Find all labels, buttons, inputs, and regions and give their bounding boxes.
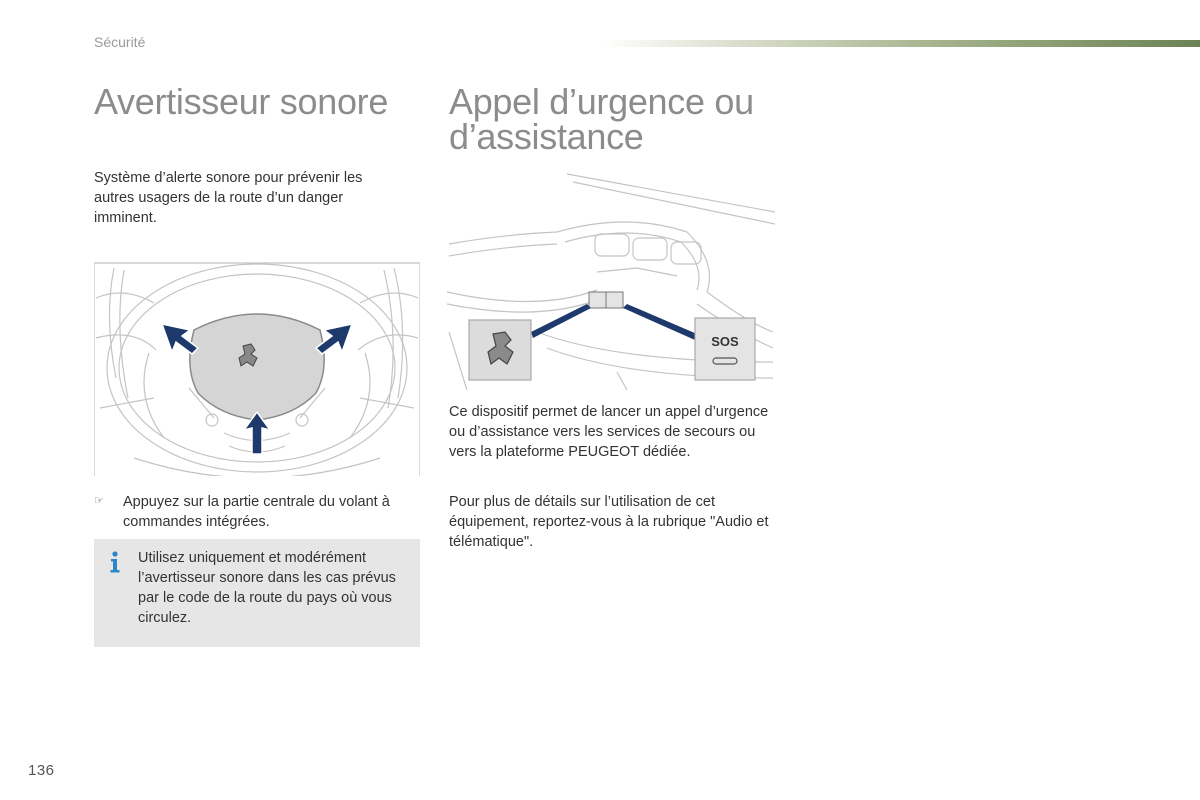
emergency-call-title-line1: Appel d’urgence ou xyxy=(449,81,754,122)
steering-wheel-illustration xyxy=(94,258,420,476)
info-text: Utilisez uniquement et modérément l’avertisseur sonore dans les cas prévus par le code de la route du pays où vous circulez. xyxy=(138,550,396,626)
section-label: Sécurité xyxy=(94,34,146,50)
sos-button-label: SOS xyxy=(711,334,739,349)
pointing-hand-icon: ☞ xyxy=(94,495,104,507)
info-icon xyxy=(108,551,122,573)
emergency-call-title xyxy=(449,81,754,157)
horn-intro-text: Système d’alerte sonore pour prévenir les autres usagers de la route d’un danger imminent. xyxy=(94,170,363,226)
emergency-call-description: Ce dispositif permet de lancer un appel d’urgence ou d’assistance vers les services de secours ou vers la plateforme PEUGEOT dédiée. xyxy=(449,404,769,460)
header-decor-bar xyxy=(600,40,1200,47)
ceiling-console-illustration xyxy=(447,172,775,390)
horn-instruction: Appuyez sur la partie centrale du volant à commandes intégrées. xyxy=(123,494,390,530)
info-box xyxy=(94,539,420,647)
page-number: 136 xyxy=(28,762,55,779)
horn-title: Avertisseur sonore xyxy=(94,81,389,122)
emergency-call-reference: Pour plus de détails sur l’utilisation de cet équipement, reportez-vous à la rubrique "Audio et télématique". xyxy=(449,494,769,550)
emergency-call-title-line2: d’assistance xyxy=(449,116,644,157)
